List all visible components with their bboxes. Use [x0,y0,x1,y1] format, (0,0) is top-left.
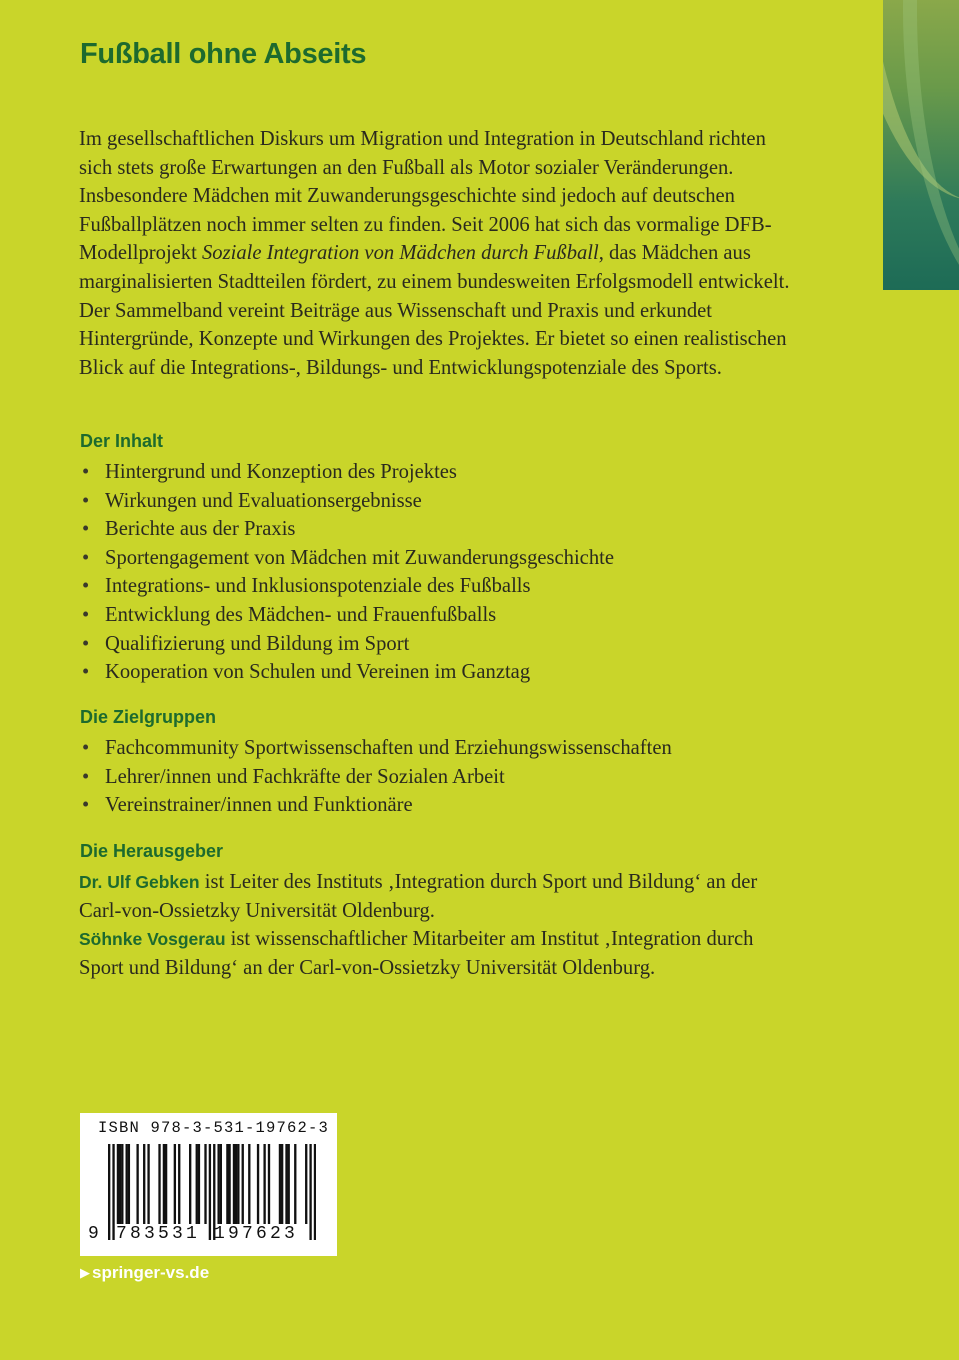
barcode-bar [268,1144,270,1224]
intro-paragraph [79,125,791,382]
barcode-bar [189,1144,191,1224]
isbn-barcode [80,1113,337,1256]
barcode-bar [204,1144,206,1224]
barcode-bar [237,1144,239,1224]
list-item: • Lehrer/innen und Fachkräfte der Sozialen Arbeit [80,763,800,792]
barcode-bar [163,1144,165,1224]
publisher-website[interactable] [80,1263,209,1283]
bullet-icon: • [82,461,90,483]
editors-block [79,868,799,982]
list-item: • Sportengagement von Mädchen mit Zuwanderungsgeschichte [80,544,800,573]
barcode-bar [174,1144,176,1224]
barcode-bar [257,1144,259,1224]
list-item: • Fachcommunity Sportwissenschaften und Erziehungswissenschaften [80,734,800,763]
content-heading: Der Inhalt [80,431,164,451]
barcode-bar [235,1144,237,1224]
barcode-bar [136,1144,138,1224]
editor-entry [79,868,799,925]
content-list [80,458,800,687]
bullet-icon: • [82,546,90,569]
barcode-bar [285,1144,287,1224]
bullet-icon: • [82,489,90,512]
barcode-bar [165,1144,167,1224]
list-item: • Integrations- und Inklusionspotenziale des Fußballs [80,572,800,601]
editor-bio: ist Leiter des Instituts ‚Integration durch Sport und Bildung‘ an der Carl-von-Ossietzky Universität Oldenburg. [79,871,758,922]
list-item: • Entwicklung des Mädchen- und Frauenfußballs [80,601,800,630]
list-item: • Vereinstrainer/innen und Funktionäre [80,791,800,820]
ean-number: 9 783531 197623 [88,1224,299,1244]
barcode-bar [143,1144,145,1224]
book-title: Fußball ohne Abseits [80,38,367,70]
barcode-bar [233,1144,235,1224]
barcode-bar [198,1144,200,1224]
bullet-icon: • [82,737,90,759]
barcode-bar [281,1144,283,1224]
cover-accent-strip [883,0,959,290]
barcode-bar [126,1144,128,1224]
intro-project-name: Soziale Integration von Mädchen durch Fußball [201,242,599,265]
barcode-bar [196,1144,198,1224]
isbn-number: ISBN 978-3-531-19762-3 [98,1119,330,1137]
bullet-icon: • [82,794,90,817]
barcode-bar [228,1144,230,1224]
barcode-bar [147,1144,149,1224]
bullet-icon: • [82,603,90,626]
bullet-icon: • [82,632,90,655]
barcode-bar [305,1144,307,1224]
barcode-bar [178,1144,180,1224]
barcode-bar [288,1144,290,1224]
bullet-icon: • [82,518,90,541]
target-heading: Die Zielgruppen [80,707,217,727]
barcode-bar [119,1144,121,1224]
editor-name: Dr. Ulf Gebken [79,872,200,892]
list-item: • Qualifizierung und Bildung im Sport [80,630,800,659]
editors-heading: Die Herausgeber [80,841,224,861]
bullet-icon: • [82,661,90,684]
editor-bio: ist wissenschaftlicher Mitarbeiter am Institut ‚Integration durch Sport und Bildung‘ an der Carl-von-Ossietzky Universität Oldenburg. [79,928,754,979]
bullet-icon: • [82,575,90,598]
barcode-bar [242,1144,244,1224]
editor-entry [79,925,799,982]
list-item: • Kooperation von Schulen und Vereinen im Ganztag [80,658,800,687]
website-label: springer-vs.de [92,1263,210,1282]
bullet-icon: • [82,765,90,788]
target-list [80,734,800,820]
list-item: • Berichte aus der Praxis [80,515,800,544]
barcode-bar [226,1144,228,1224]
barcode-bar [220,1144,222,1224]
barcode-bar [279,1144,281,1224]
barcode-bar [117,1144,119,1224]
intro-text-part1: Im gesellschaftlichen Diskurs um Migration und Integration in Deutschland richten sich stets große Erwartungen an den Fußball als Motor sozialer Veränderungen. Insbesondere Mädchen mit Zuwanderungsgeschichte sind jedoch auf deutschen Fußballplätzen noch immer selten zu finden. Seit 2006 hat sich das vormalige DFB-Modellprojekt [79,128,772,265]
list-item: • Wirkungen und Evaluationsergebnisse [80,487,800,516]
barcode-bar [121,1144,123,1224]
editor-name: Söhnke Vosgerau [79,929,226,950]
intro-text-part2: , das Mädchen aus marginalisierten Stadtteilen fördert, zu einem bundesweiten Erfolgsmodell entwickelt. Der Sammelband vereint Beiträge aus Wissenschaft und Praxis und erkundet Hintergründe, Konzepte und Wirkungen des Projektes. Er bietet so einen realistischen Blick auf die Integrations-, Bildungs- und Entwicklungspotenziale des Sports. [79,242,790,379]
barcode-bar [128,1144,130,1224]
barcode-bar [294,1144,296,1224]
barcode-bar [263,1144,265,1224]
barcode-bar [217,1144,219,1224]
arrow-right-icon: ▶ [80,1265,90,1280]
list-item: • Hintergrund und Konzeption des Projektes [80,458,800,487]
barcode-bar [248,1144,250,1224]
barcode-bar [158,1144,160,1224]
